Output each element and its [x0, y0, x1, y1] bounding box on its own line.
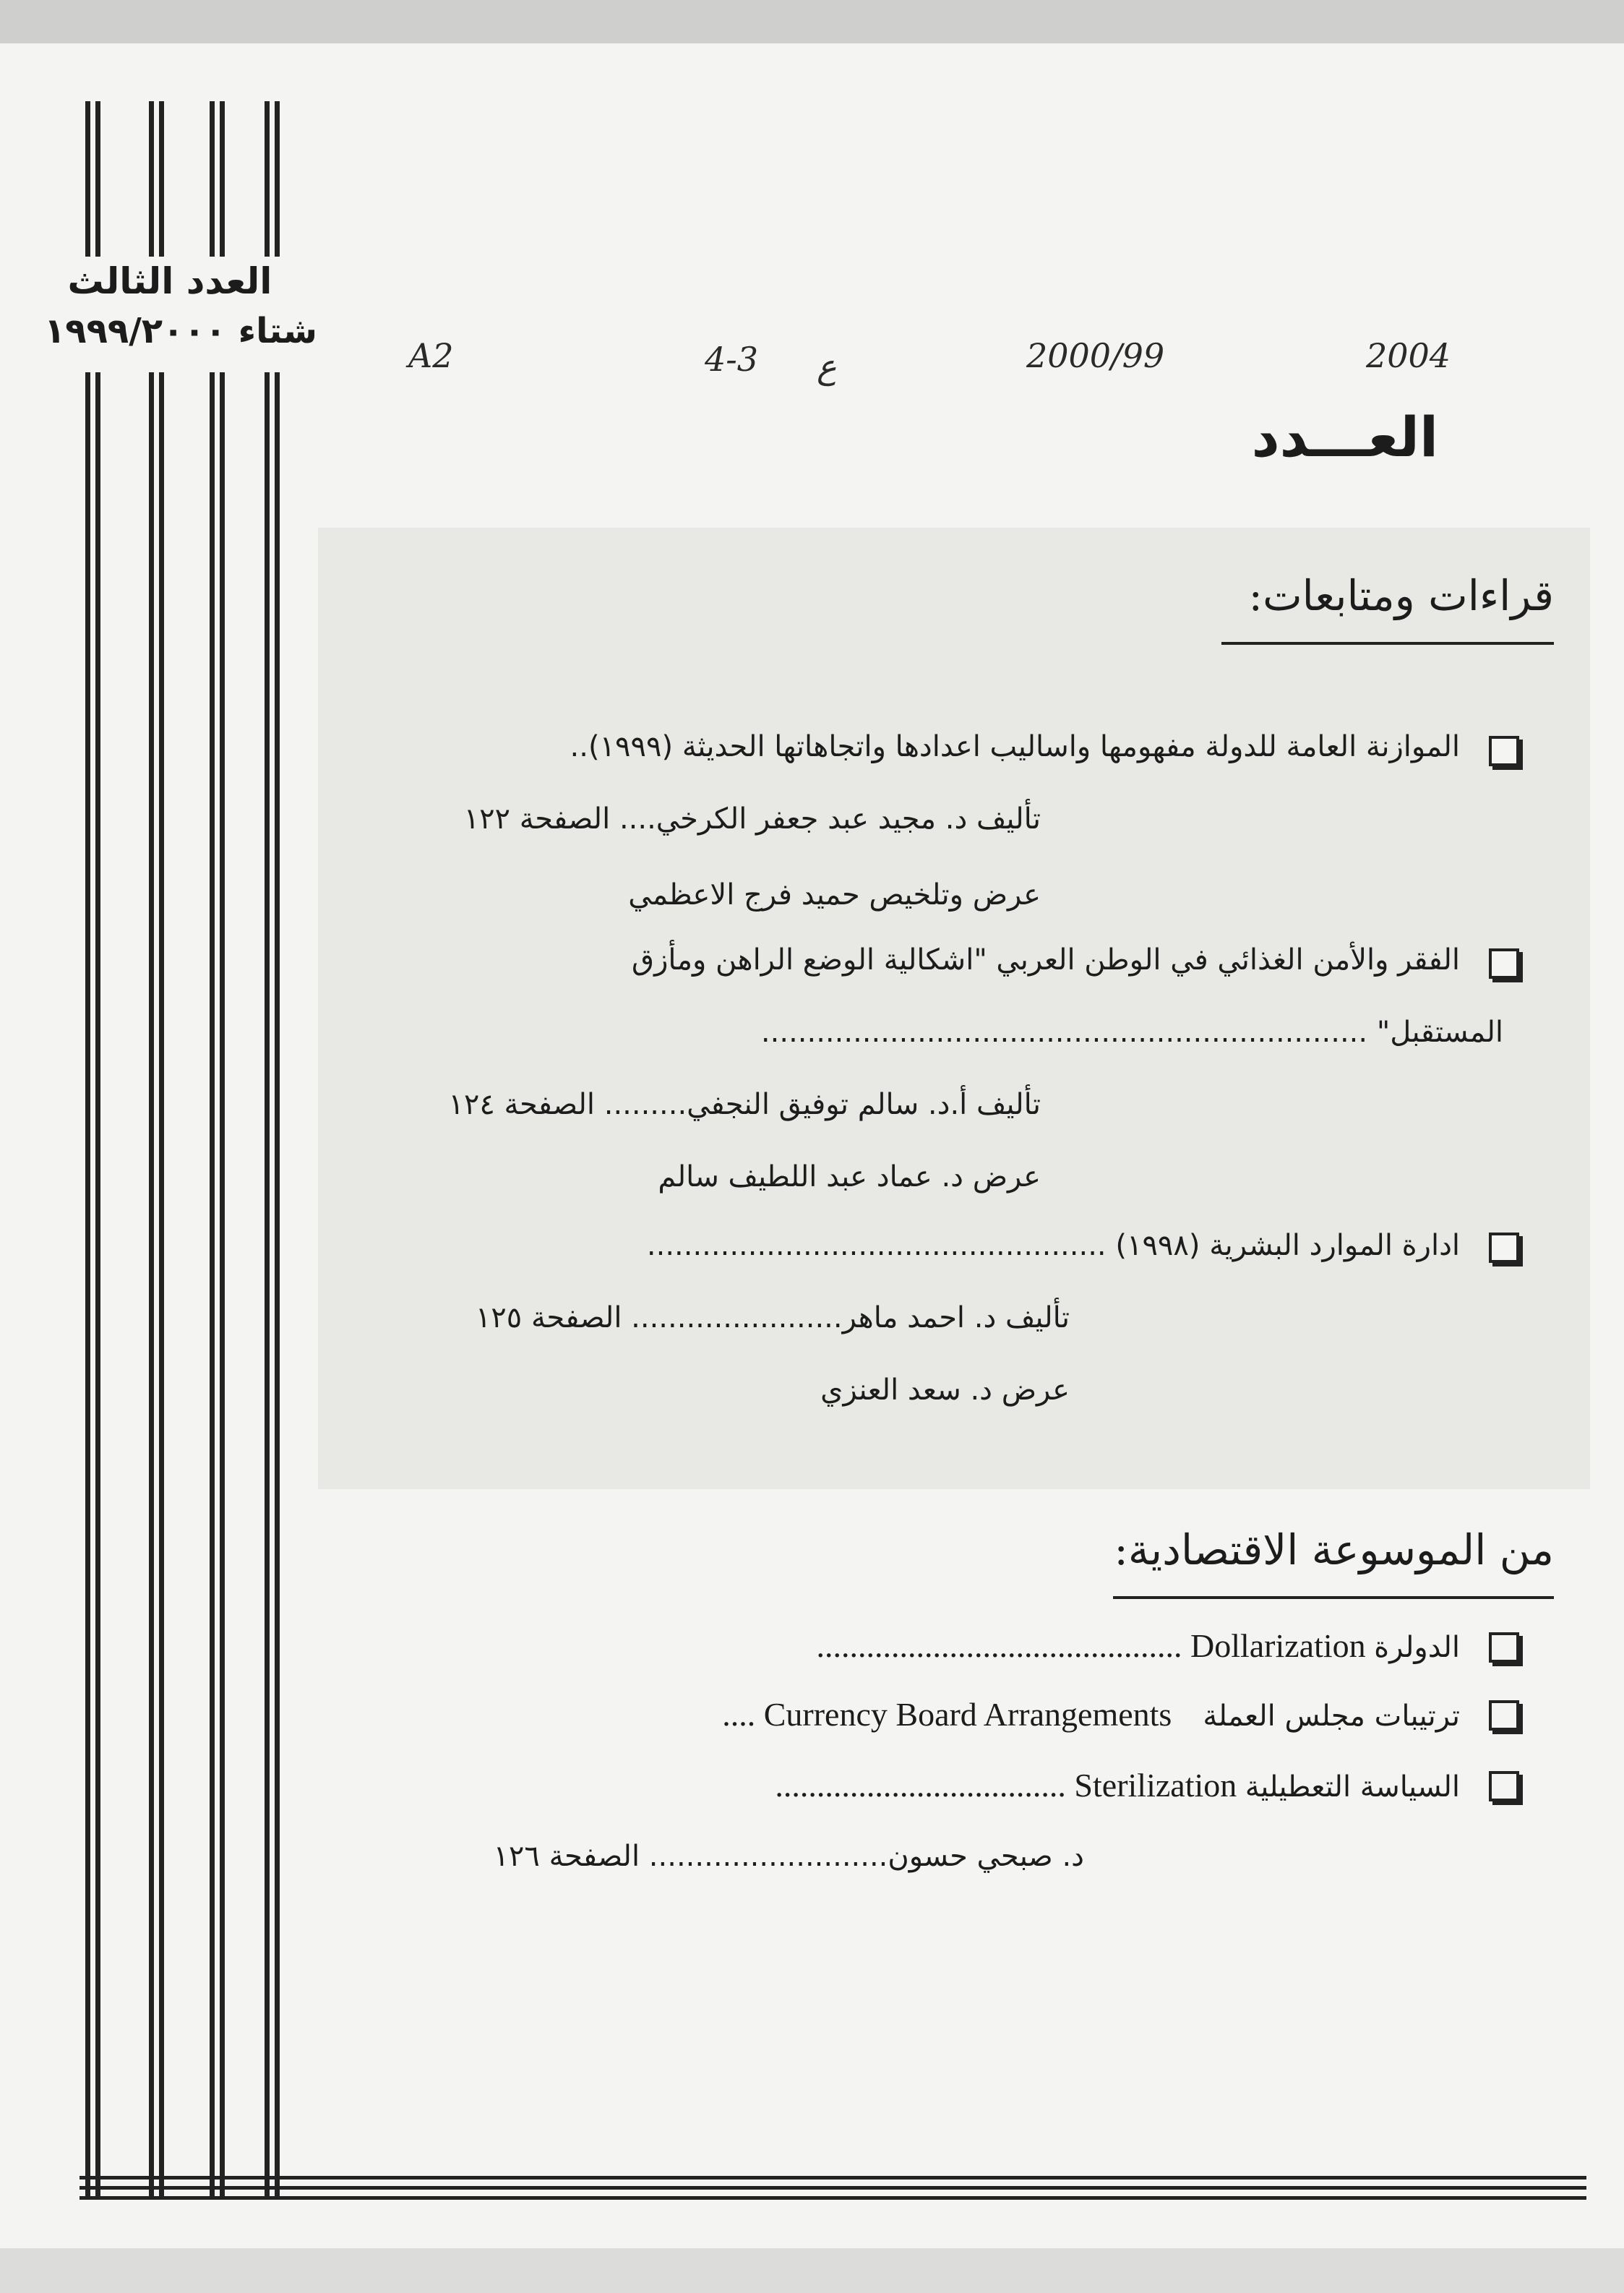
border-rule-5	[210, 101, 215, 2198]
encyclopedia-author: د. صبحي حسون.......................... الصفحة ١٢٦	[493, 1840, 1084, 1873]
review-item-reviewer: عرض د. عماد عبد اللطيف سالم	[658, 1160, 1041, 1193]
review-item-author: تأليف د. احمد ماهر....................... الصفحة ١٢٥	[475, 1301, 1070, 1334]
page-title: العـــدد	[1251, 405, 1438, 469]
border-rule-8	[275, 101, 280, 2198]
top-page-edge	[0, 0, 1624, 43]
bottom-rule-3	[80, 2196, 1586, 2200]
border-rule-3	[149, 101, 154, 2198]
encyclopedia-item	[506, 1766, 1460, 1804]
handwritten-note: ع	[817, 347, 837, 386]
section-underline	[1221, 642, 1554, 645]
section-heading-encyclopedia: من الموسوعة الاقتصادية:	[1114, 1525, 1554, 1574]
leader-dots: ............................................	[816, 1627, 1182, 1664]
encyclopedia-english: Dollarization	[1190, 1627, 1366, 1664]
review-item-author: تأليف د. مجيد عبد جعفر الكرخي.... الصفحة ١٢٢	[463, 802, 1041, 836]
handwritten-note: 4-3	[705, 340, 759, 379]
review-item-reviewer: عرض د. سعد العنزي	[820, 1373, 1070, 1407]
encyclopedia-item	[506, 1626, 1460, 1665]
checkbox-icon	[1489, 1771, 1519, 1801]
encyclopedia-english: Currency Board Arrangements	[763, 1696, 1172, 1733]
review-item-author: تأليف أ.د. سالم توفيق النجفي......... الصفحة ١٢٤	[448, 1088, 1041, 1121]
handwritten-note: 2004	[1366, 336, 1451, 375]
border-rule-1	[85, 101, 90, 2198]
encyclopedia-arabic: ترتيبات مجلس العملة	[1203, 1700, 1460, 1733]
checkbox-icon	[1489, 1700, 1519, 1731]
issue-number: العدد الثالث	[67, 260, 272, 302]
bottom-rule-2	[80, 2186, 1586, 2190]
checkbox-icon	[1489, 736, 1519, 766]
checkbox-icon	[1489, 1632, 1519, 1663]
leader-dots: ...................................	[775, 1767, 1066, 1804]
leader-dots: ....	[722, 1696, 756, 1733]
border-rule-6	[220, 101, 225, 2198]
review-item-title: ادارة الموارد البشرية (١٩٩٨) ..................................................	[646, 1229, 1460, 1262]
review-item-title-cont: المستقبل" ..................................................................	[760, 1016, 1503, 1049]
border-rule-7	[265, 101, 270, 2198]
handwritten-note: 2000/99	[1026, 336, 1165, 375]
checkbox-icon	[1489, 1233, 1519, 1263]
encyclopedia-item	[506, 1695, 1460, 1733]
border-rule-2	[95, 101, 100, 2198]
review-item-reviewer: عرض وتلخيص حميد فرج الاعظمي	[628, 878, 1041, 912]
encyclopedia-arabic: الدولرة	[1374, 1631, 1460, 1664]
section-heading-reviews: قراءات ومتابعات:	[1248, 571, 1554, 620]
encyclopedia-arabic: السياسة التعطيلية	[1245, 1770, 1460, 1804]
handwritten-note: A2	[408, 336, 454, 375]
bottom-page-edge	[0, 2248, 1624, 2293]
bottom-rule-1	[80, 2176, 1586, 2180]
review-item-title: الفقر والأمن الغذائي في الوطن العربي "اشكالية الوضع الراهن ومأزق	[632, 943, 1460, 977]
checkbox-icon	[1489, 948, 1519, 979]
show-through-area	[318, 528, 1590, 1489]
section-underline	[1113, 1596, 1554, 1599]
review-item-title: الموازنة العامة للدولة مفهومها واساليب اعدادها واتجاهاتها الحديثة (١٩٩٩)..	[570, 730, 1460, 763]
encyclopedia-english: Sterilization	[1074, 1767, 1237, 1804]
issue-season: شتاء ١٩٩٩/٢٠٠٠	[44, 311, 317, 351]
border-rule-4	[159, 101, 164, 2198]
